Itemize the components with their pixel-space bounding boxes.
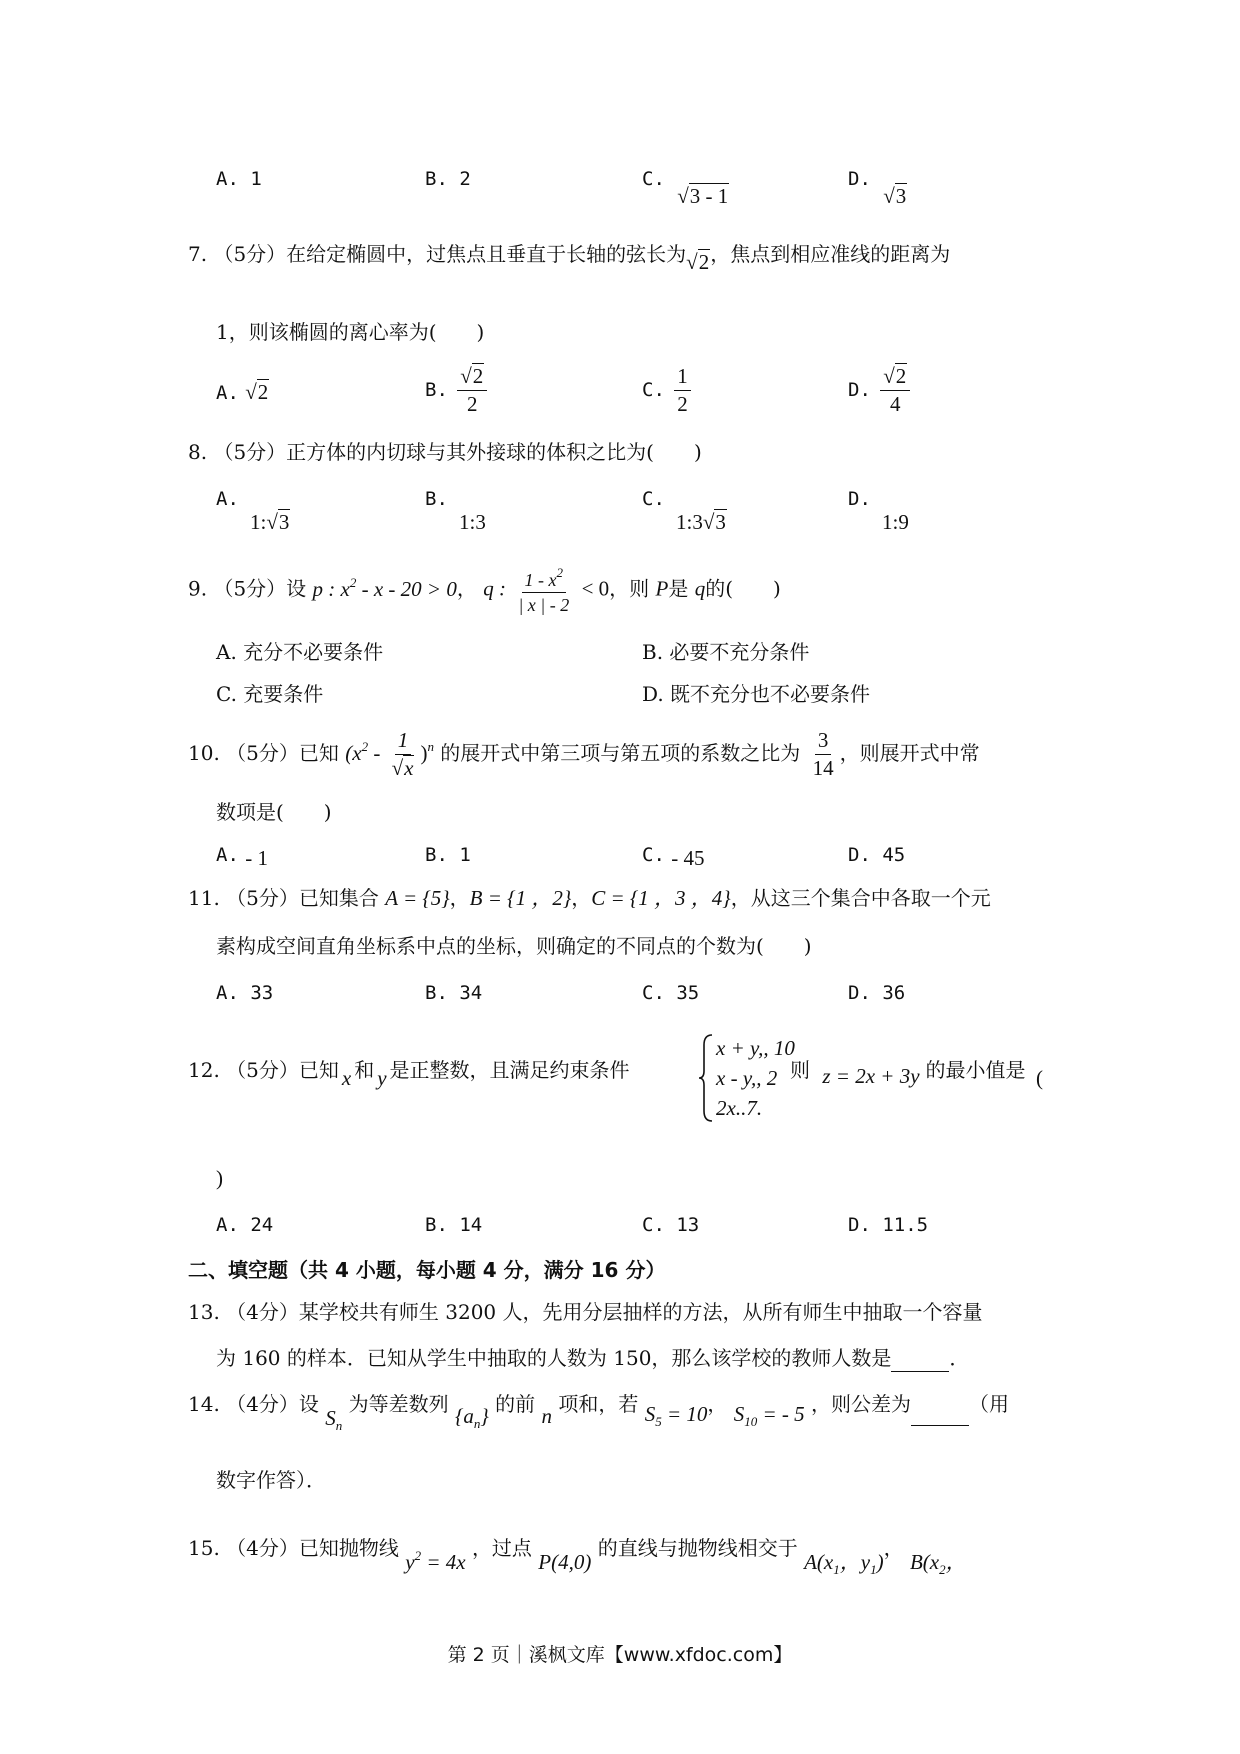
q6-option-c: [642, 166, 729, 208]
q11-stem-line2: 素构成空间直角坐标系中点的坐标，则确定的不同点的个数为( ): [216, 934, 812, 958]
q11-stem-line1: 11. （5分）已知集合 A = {5}，B = {1 ，2}，C = {1 ，3 ，4}，从这三个集合中各取一个元: [188, 886, 991, 910]
q10-inner-fraction: $\frac{1}{√x}$: [391, 728, 414, 780]
q10-option-c: C. - 45: [642, 844, 705, 870]
q7-option-b: B. $\frac{√2}{2}$: [425, 366, 490, 415]
q13-stem-line1: 13. （4分）某学校共有师生 3200 人，先用分层抽样的方法，从所有师生中抽取一个容量: [188, 1300, 983, 1324]
q7-sqrt2: √2: [686, 250, 710, 274]
q10-option-a: A. - 1: [216, 844, 268, 870]
page-footer: 第 2 页｜溪枫文库【www.xfdoc.com】: [447, 1644, 793, 1666]
q11-option-b: B. 34: [425, 982, 483, 1004]
q8-option-b: B. 1:3: [425, 488, 486, 534]
q10-stem-line1: 10. （5分）已知 ($x^2$ - $\frac{1}{√x}$ )$^n$ 的展开式中第三项与第五项的系数之比为 $\frac{3}{14}$ ，则展开式中常: [188, 728, 980, 780]
q11-option-d: D. 36: [848, 982, 906, 1004]
q7-option-c: C. $\frac{1}{2}$: [642, 366, 694, 415]
q11-option-a: A. 33: [216, 982, 274, 1004]
q10-option-b: B. 1: [425, 844, 471, 866]
q14-stem-line1: 14. （4分）设 $S_n$ 为等差数列 $\{a_n\}$ 的前 n 项和，若 $S_5 = 10$， $S_{10}$ = - 5 ，则公差为 （用: [188, 1392, 1010, 1433]
q12-paren-open: (: [1036, 1066, 1043, 1090]
q12-constraint-2: x - y,, 2: [716, 1066, 778, 1090]
q12-paren-close: ): [216, 1166, 223, 1190]
q10-ratio-fraction: $\frac{3}{14}$: [812, 728, 834, 780]
q6-option-c-math: √3 - 1: [677, 184, 729, 208]
q8-option-c: C. 1:3√3: [642, 488, 726, 534]
q9-option-a: A. 充分不必要条件: [216, 640, 384, 664]
q8-option-d: D. 1:9: [848, 488, 909, 534]
q9-fraction: $\frac{1 - x^2}{| x | - 2}$: [518, 565, 570, 615]
q7-option-b-fraction: $\frac{√2}{2}$: [457, 366, 487, 415]
q12-constraint-1: x + y,, 10: [716, 1036, 795, 1060]
q10-option-d: D. 45: [848, 844, 906, 866]
q13-answer-blank[interactable]: [891, 1351, 949, 1372]
q7-stem-line1: 7. （5分）在给定椭圆中，过焦点且垂直于长轴的弦长为√2，焦点到相应准线的距离为: [188, 242, 951, 274]
q7-option-d-fraction: $\frac{√2}{4}$: [880, 366, 910, 415]
q7-stem-line2: 1，则该椭圆的离心率为( ): [216, 320, 485, 344]
q7-option-c-fraction: $\frac{1}{2}$: [674, 366, 691, 415]
q12-option-c: C. 13: [642, 1214, 700, 1236]
q11-option-c: C. 35: [642, 982, 700, 1004]
q6-option-c-sqrt-value: 3 - 1: [689, 184, 729, 208]
q12-option-d: D. 11.5: [848, 1214, 929, 1236]
q6-option-d-math: √3: [883, 184, 907, 208]
q12-constraint-3: 2x..7.: [716, 1096, 763, 1120]
q6-option-d-label: D.: [848, 168, 871, 190]
q12-constraint-brace: [698, 1033, 714, 1123]
q8-stem: 8. （5分）正方体的内切球与其外接球的体积之比为( ): [188, 440, 702, 464]
q9-option-d: D. 既不充分也不必要条件: [642, 682, 871, 706]
q9-stem: 9. （5分）设 p : $x^2 - x - 20 > 0$， q : $\frac{1 - x^2}{| x | - 2}$ < 0，则 P是 q的( ): [188, 565, 781, 615]
q8-option-a: A. 1:√3: [216, 488, 290, 534]
q6-option-c-label: C.: [642, 168, 665, 190]
q12-stem: 12. （5分）已知 x 和 y 是正整数，且满足约束条件: [188, 1058, 630, 1090]
q9-option-c: C. 充要条件: [216, 682, 324, 706]
q6-option-a: A. 1: [216, 168, 262, 190]
q15-stem-line1: 15. （4分）已知抛物线 $y^2 = 4x$ ，过点 P(4,0) 的直线与抛物线相交于 $A(x_1$，$y_1$)， $B(x_2$，: [188, 1536, 967, 1577]
q7-option-a: A. √2: [216, 380, 269, 404]
q9-option-b: B. 必要不充分条件: [642, 640, 810, 664]
q14-answer-blank[interactable]: [911, 1405, 969, 1426]
q7-option-d: D. $\frac{√2}{4}$: [848, 366, 913, 415]
q6-option-b: B. 2: [425, 168, 471, 190]
q14-stem-line2: 数字作答）．: [216, 1468, 326, 1492]
q10-stem-line2: 数项是( ): [216, 800, 332, 824]
q12-option-a: A. 24: [216, 1214, 274, 1236]
q13-stem-line2: 为 160 的样本．已知从学生中抽取的人数为 150，那么该学校的教师人数是 ．: [216, 1346, 970, 1370]
section-2-title: 二、填空题（共 4 小题，每小题 4 分，满分 16 分）: [188, 1258, 666, 1282]
q12-option-b: B. 14: [425, 1214, 483, 1236]
q12-stem-end: 则 z = 2x + 3y 的最小值是: [790, 1058, 1026, 1088]
q6-option-d: [848, 166, 907, 208]
